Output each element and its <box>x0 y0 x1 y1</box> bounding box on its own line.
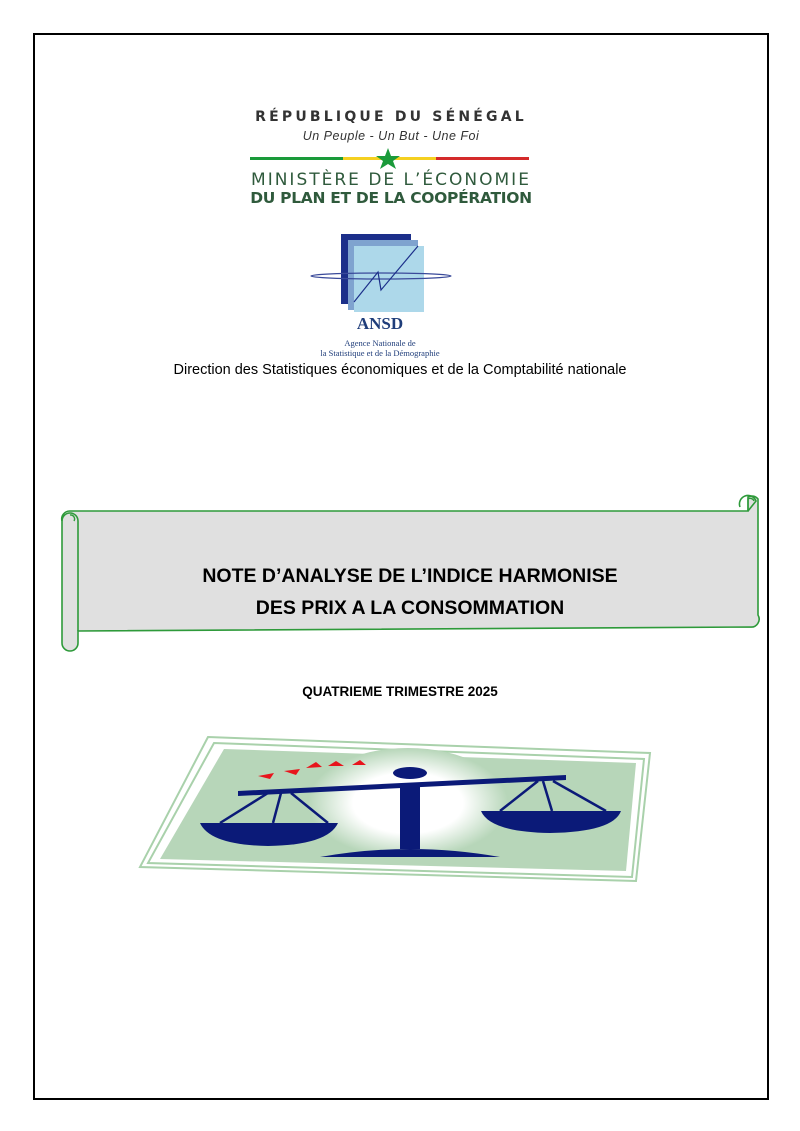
agency-name <box>280 338 480 358</box>
country-name: RÉPUBLIQUE DU SÉNÉGAL <box>255 109 527 125</box>
agency-name-line-2: la Statistique et de la Démographie <box>320 348 440 358</box>
flag-line-with-star-icon <box>248 148 532 170</box>
document-title-line-1: NOTE D’ANALYSE DE L’INDICE HARMONISE <box>202 565 618 587</box>
document-title-line-2: DES PRIX A LA CONSOMMATION <box>255 597 565 619</box>
agency-name-line-1: Agence Nationale de <box>344 338 416 348</box>
agency-acronym: ANSD <box>356 314 404 333</box>
ministry-line-2: DU PLAN ET DE LA COOPÉRATION <box>250 189 532 207</box>
direction-name: Direction des Statistiques économiques et de la Comptabilité nationale <box>173 362 627 378</box>
report-period: QUATRIEME TRIMESTRE 2025 <box>302 684 498 699</box>
balance-scale-illustration-icon <box>138 733 652 885</box>
ansd-logo-icon <box>308 230 454 316</box>
ministry-line-1: MINISTÈRE DE L’ÉCONOMIE <box>251 170 531 190</box>
national-motto: Un Peuple - Un But - Une Foi <box>302 129 480 143</box>
